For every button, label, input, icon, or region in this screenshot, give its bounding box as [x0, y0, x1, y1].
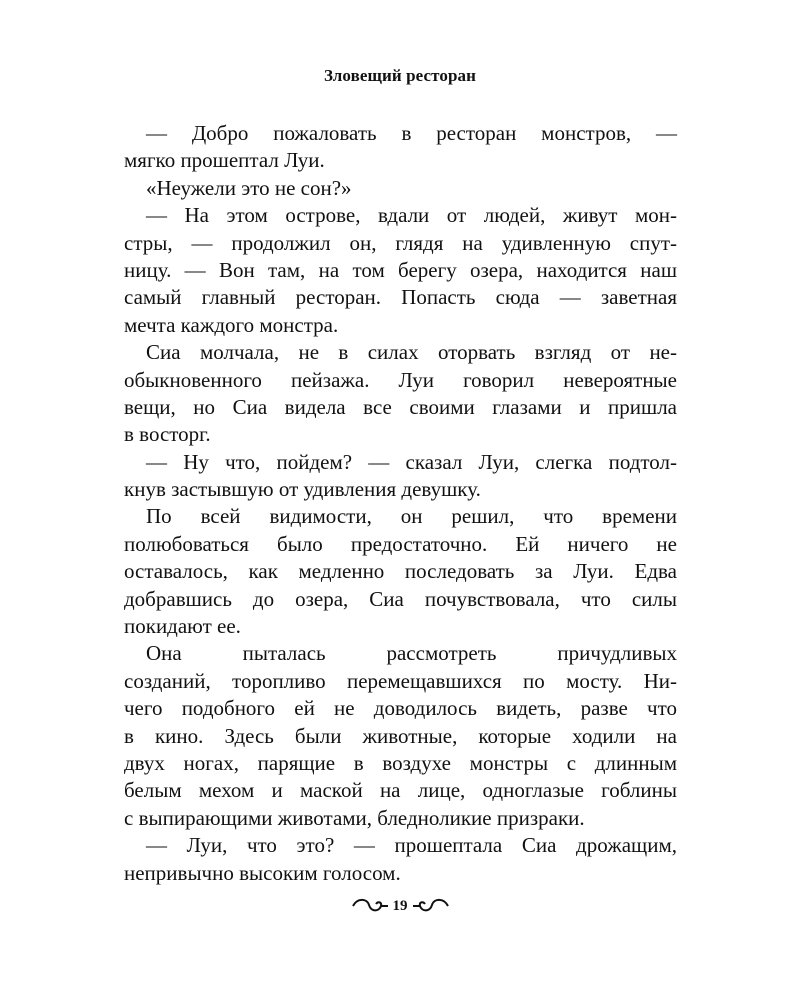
- text-line: — Добро пожаловать в ресторан монстров, —: [146, 121, 677, 145]
- body-text: [124, 120, 677, 887]
- text-line: полюбоваться было предостаточно. Ей ничего не: [124, 531, 677, 556]
- flourish-left-icon: [351, 896, 389, 916]
- text-line: непривычно высоким голосом.: [124, 860, 401, 885]
- text-line: вещи, но Сиа видела все своими глазами и пришла: [124, 394, 677, 419]
- text-line: в восторг.: [124, 422, 211, 447]
- text-line: Сиа молчала, не в силах оторвать взгляд от не-: [146, 340, 677, 365]
- text-line: добравшись до озера, Сиа почувствовала, что силы: [124, 586, 677, 611]
- running-title: Зловещий ресторан: [323, 66, 477, 85]
- flourish-right-icon: [412, 896, 450, 916]
- text-line: двух ногах, парящие в воздухе монстры с длинным: [124, 750, 677, 775]
- text-line: чего подобного ей не доводилось видеть, разве что: [124, 696, 677, 721]
- text-line: кнув застывшую от удивления девушку.: [124, 477, 481, 502]
- text-line: с выпирающими животами, бледноликие призраки.: [124, 805, 585, 830]
- text-line: По всей видимости, он решил, что времени: [146, 504, 677, 529]
- text-line: в кино. Здесь были животные, которые ходили на: [124, 723, 677, 748]
- text-line: Она пыталась рассмотреть причудливых: [146, 641, 677, 666]
- text-line: оставалось, как медленно последовать за Луи. Едва: [124, 559, 677, 584]
- text-line: ницу. — Вон там, на том берегу озера, находится наш: [124, 257, 677, 282]
- text-line: мечта каждого монстра.: [124, 312, 339, 337]
- text-line: мягко прошептал Луи.: [124, 148, 325, 173]
- text-line: — На этом острове, вдали от людей, живут мон-: [146, 203, 677, 228]
- page-footer: [0, 893, 800, 919]
- text-line: самый главный ресторан. Попасть сюда — заветная: [124, 285, 677, 310]
- text-line: созданий, торопливо перемещавшихся по мосту. Ни-: [124, 668, 677, 693]
- text-line: обыкновенного пейзажа. Луи говорил невероятные: [124, 367, 677, 392]
- text-line: покидают ее.: [124, 614, 241, 639]
- page-number: 19: [392, 897, 408, 914]
- text-line: — Луи, что это? — прошептала Сиа дрожащим,: [146, 833, 677, 858]
- text-line: «Неужели это не сон?»: [146, 175, 352, 200]
- text-line: — Ну что, пойдем? — сказал Луи, слегка подтол-: [146, 449, 677, 474]
- text-line: белым мехом и маской на лице, одноглазые гоблины: [124, 778, 677, 803]
- text-line: стры, — продолжил он, глядя на удивленную спут-: [124, 230, 677, 255]
